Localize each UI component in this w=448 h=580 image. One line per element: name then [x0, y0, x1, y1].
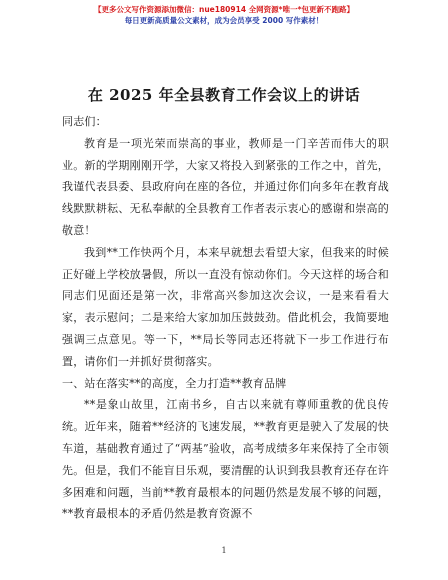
page-number: 1	[221, 546, 227, 555]
document-title: 在 2025 年全县教育工作会议上的讲话	[87, 86, 361, 104]
promo-line-2: 每日更新高质量公文素材，成为会员享受 2000 写作素材！	[124, 16, 324, 25]
promo-line-1: 【更多公文写作资源添加微信：nue180914 全网资源*唯一*包更新不跑路】	[93, 5, 355, 14]
section-paragraph: **是象山故里，江南书乡，自古以来就有尊师重教的优良传统。近年来，随着**经济的飞速发展，**教育更是驶入了发展的快车道，基础教育通过了“两基”验收，高考成绩多年来保持了全市领先。但是，我们不能盲目乐观，要清醒的认识到我县教育还存在许多困难和问题，当前**教育最根本的问题仍然是发展不够的问题，**教育最根本的矛盾仍然是教育资源不	[62, 398, 389, 521]
salutation: 同志们：	[62, 115, 107, 128]
promo-banner	[0, 4, 448, 26]
paragraph-2: 我到**工作快两个月，本来早就想去看望大家，但我来的时候正好碰上学校放暑假，所以一直没有惊动你们。今天这样的场合和同志们见面还是第一次，非常高兴参加这次会议，一是来看看大家，表示慰问；二是来给大家加加压鼓鼓劲。借此机会，我简要地强调三点意见。等一下，**局长等同志还将就下一步工作进行布置，请你们一并抓好贯彻落实。	[62, 245, 389, 368]
section-heading: 一、站在落实**的高度，全力打造**教育品牌	[62, 376, 287, 390]
document-body	[62, 111, 389, 525]
paragraph-1: 教育是一项光荣而崇高的事业，教师是一门辛苦而伟大的职业。新的学期刚刚开学，大家又将投入到紧张的工作之中，首先，我谨代表县委、县政府向在座的各位，并通过你们向多年在教育战线默默耕耘、无私奉献的全县教育工作者表示衷心的感谢和崇高的敬意！	[62, 136, 389, 237]
